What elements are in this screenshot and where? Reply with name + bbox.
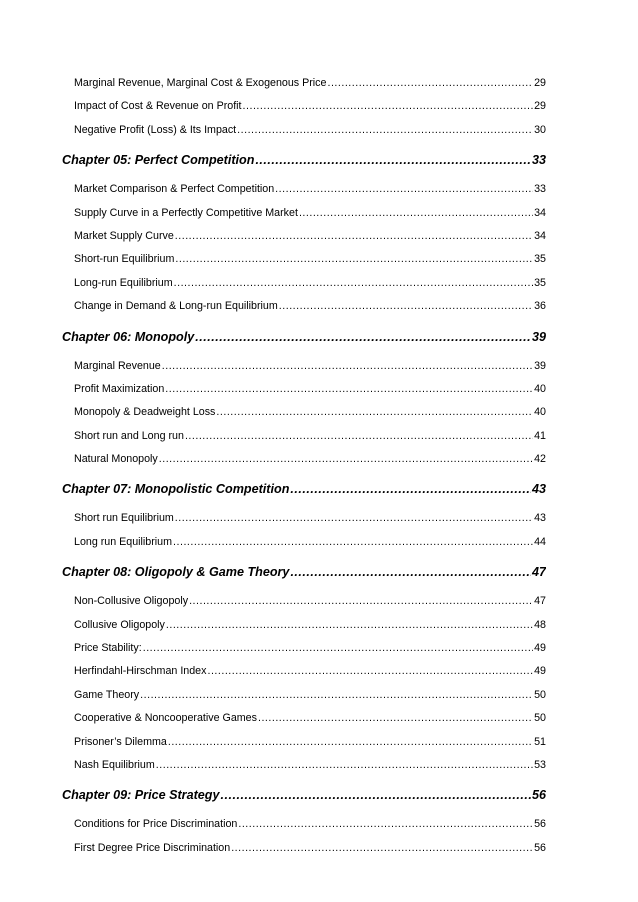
dot-leader xyxy=(175,225,533,248)
entry-title: Herfindahl-Hirschman Index xyxy=(74,665,207,678)
dot-leader xyxy=(231,837,533,860)
toc-entry[interactable] xyxy=(62,425,546,448)
toc-entry[interactable] xyxy=(62,684,546,707)
dot-leader xyxy=(156,754,533,777)
toc-entry[interactable] xyxy=(62,637,546,660)
page-number: 36 xyxy=(534,300,546,313)
dot-leader xyxy=(255,144,531,176)
chapter-title: Chapter 08: Oligopoly & Game Theory xyxy=(62,565,290,580)
toc-chapter-heading[interactable] xyxy=(62,321,546,353)
page-number: 49 xyxy=(534,642,546,655)
page-number: 43 xyxy=(531,482,546,497)
page-number: 41 xyxy=(534,429,546,442)
toc-chapter-heading[interactable] xyxy=(62,473,546,505)
toc-entry[interactable] xyxy=(62,531,546,554)
dot-leader xyxy=(243,95,534,118)
page-number: 56 xyxy=(534,841,546,854)
table-of-contents xyxy=(62,72,546,860)
entry-title: Nash Equilibrium xyxy=(74,758,155,771)
toc-chapter-heading[interactable] xyxy=(62,556,546,588)
entry-title: Natural Monopoly xyxy=(74,453,158,466)
chapter-title: Chapter 06: Monopoly xyxy=(62,329,195,344)
entry-title: Cooperative & Noncooperative Games xyxy=(74,712,257,725)
chapter-title: Chapter 07: Monopolistic Competition xyxy=(62,482,290,497)
toc-entry[interactable] xyxy=(62,614,546,637)
entry-title: Market Comparison & Perfect Competition xyxy=(74,183,275,196)
toc-entry[interactable] xyxy=(62,731,546,754)
dot-leader xyxy=(175,248,533,271)
entry-title: Collusive Oligopoly xyxy=(74,618,165,631)
entry-title: Supply Curve in a Perfectly Competitive Market xyxy=(74,206,298,219)
toc-entry[interactable] xyxy=(62,660,546,683)
entry-title: Negative Profit (Loss) & Its Impact xyxy=(74,123,237,136)
page-number: 42 xyxy=(534,453,546,466)
dot-leader xyxy=(207,660,533,683)
toc-entry[interactable] xyxy=(62,837,546,860)
entry-title: Short run Equilibrium xyxy=(74,512,174,525)
dot-leader xyxy=(175,507,533,530)
dot-leader xyxy=(216,401,533,424)
dot-leader xyxy=(173,531,533,554)
toc-entry[interactable] xyxy=(62,272,546,295)
page-number: 47 xyxy=(531,565,546,580)
dot-leader xyxy=(159,448,533,471)
page-number: 56 xyxy=(534,818,546,831)
dot-leader xyxy=(238,813,533,836)
toc-chapter-heading[interactable] xyxy=(62,144,546,176)
page-number: 50 xyxy=(534,712,546,725)
dot-leader xyxy=(166,614,533,637)
toc-entry[interactable] xyxy=(62,378,546,401)
dot-leader xyxy=(290,473,531,505)
page-number: 40 xyxy=(534,382,546,395)
page-number: 29 xyxy=(534,77,546,89)
toc-entry[interactable] xyxy=(62,178,546,201)
entry-title: Short run and Long run xyxy=(74,429,184,442)
toc-entry[interactable] xyxy=(62,507,546,530)
dot-leader xyxy=(195,321,531,353)
entry-title: Profit Maximization xyxy=(74,382,165,395)
dot-leader xyxy=(279,295,533,318)
toc-entry[interactable] xyxy=(62,119,546,142)
page-number: 47 xyxy=(534,595,546,608)
entry-title: Non-Collusive Oligopoly xyxy=(74,595,189,608)
dot-leader xyxy=(220,779,531,811)
toc-entry[interactable] xyxy=(62,95,546,118)
page-number: 34 xyxy=(534,206,546,219)
entry-title: Prisoner’s Dilemma xyxy=(74,735,167,748)
toc-entry[interactable] xyxy=(62,72,546,95)
toc-entry[interactable] xyxy=(62,448,546,471)
entry-title: Change in Demand & Long-run Equilibrium xyxy=(74,300,278,313)
toc-entry[interactable] xyxy=(62,401,546,424)
toc-entry[interactable] xyxy=(62,590,546,613)
dot-leader xyxy=(189,590,533,613)
page-number: 33 xyxy=(534,183,546,196)
page-number: 29 xyxy=(534,100,546,113)
entry-title: Impact of Cost & Revenue on Profit xyxy=(74,100,242,113)
dot-leader xyxy=(275,178,533,201)
page-number: 51 xyxy=(534,735,546,748)
entry-title: Monopoly & Deadweight Loss xyxy=(74,406,216,419)
page-number: 35 xyxy=(534,276,546,289)
page-number: 40 xyxy=(534,406,546,419)
page-number: 56 xyxy=(531,788,546,803)
dot-leader xyxy=(140,684,533,707)
dot-leader xyxy=(327,72,533,95)
toc-entry[interactable] xyxy=(62,202,546,225)
dot-leader xyxy=(258,707,533,730)
toc-chapter-heading[interactable] xyxy=(62,779,546,811)
page-number: 49 xyxy=(534,665,546,678)
dot-leader xyxy=(162,355,533,378)
toc-entry[interactable] xyxy=(62,707,546,730)
toc-entry[interactable] xyxy=(62,355,546,378)
dot-leader xyxy=(165,378,533,401)
page-number: 43 xyxy=(534,512,546,525)
page-number: 53 xyxy=(534,758,546,771)
dot-leader xyxy=(143,637,533,660)
page-number: 30 xyxy=(534,123,546,136)
page-number: 33 xyxy=(531,153,546,168)
page-number: 35 xyxy=(534,253,546,266)
page-number: 34 xyxy=(534,229,546,242)
toc-entry[interactable] xyxy=(62,754,546,777)
page-number: 39 xyxy=(534,359,546,372)
entry-title: Market Supply Curve xyxy=(74,229,174,242)
page-number: 39 xyxy=(531,329,546,344)
page-number: 50 xyxy=(534,688,546,701)
toc-entry[interactable] xyxy=(62,813,546,836)
dot-leader xyxy=(168,731,533,754)
entry-title: Game Theory xyxy=(74,688,140,701)
chapter-title: Chapter 09: Price Strategy xyxy=(62,788,220,803)
toc-entry[interactable] xyxy=(62,295,546,318)
dot-leader xyxy=(174,272,533,295)
chapter-title: Chapter 05: Perfect Competition xyxy=(62,153,255,168)
toc-entry[interactable] xyxy=(62,248,546,271)
toc-entry[interactable] xyxy=(62,225,546,248)
entry-title: Long run Equilibrium xyxy=(74,535,173,548)
entry-title: Short-run Equilibrium xyxy=(74,253,175,266)
page-number: 48 xyxy=(534,618,546,631)
entry-title: Marginal Revenue, Marginal Cost & Exogenous Price xyxy=(74,77,327,89)
dot-leader xyxy=(299,202,533,225)
dot-leader xyxy=(185,425,533,448)
entry-title: Long-run Equilibrium xyxy=(74,276,173,289)
page-number: 44 xyxy=(534,535,546,548)
entry-title: Marginal Revenue xyxy=(74,359,161,372)
entry-title: Conditions for Price Discrimination xyxy=(74,818,238,831)
entry-title: Price Stability: xyxy=(74,642,142,655)
dot-leader xyxy=(290,556,531,588)
dot-leader xyxy=(237,119,533,142)
entry-title: First Degree Price Discrimination xyxy=(74,841,231,854)
